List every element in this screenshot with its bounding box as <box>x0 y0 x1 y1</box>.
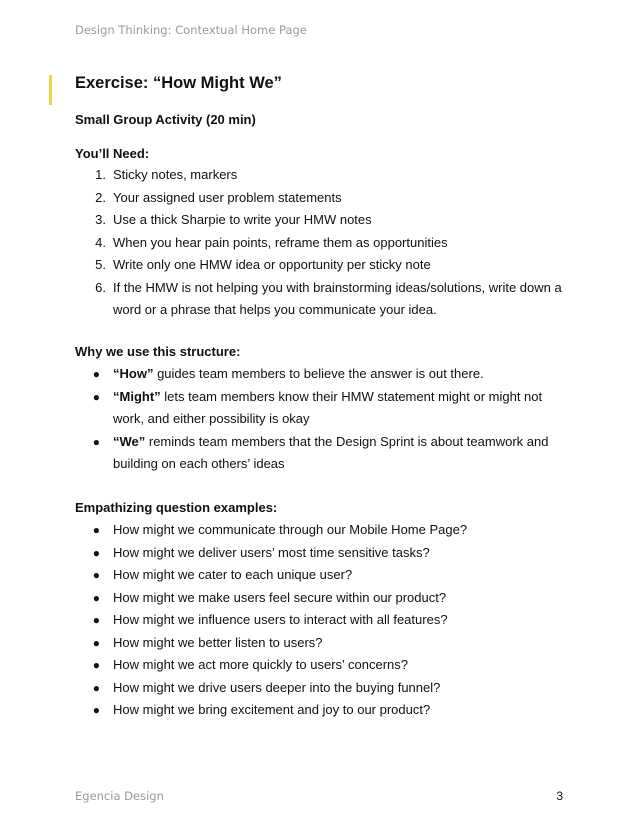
example-text: How might we act more quickly to users’ concerns? <box>113 657 409 672</box>
why-text: lets team members know their HMW statement might or might not work, and either possibility is okay <box>113 388 543 426</box>
why-term: “How” <box>113 366 154 381</box>
need-item <box>75 254 575 277</box>
example-item <box>75 632 575 655</box>
examples-list <box>75 519 575 722</box>
bullet-icon: ● <box>92 523 100 537</box>
example-text: How might we drive users deeper into the buying funnel? <box>113 679 441 695</box>
example-item <box>75 587 575 610</box>
need-item-text: Write only one HMW idea or opportunity per sticky note <box>113 257 431 272</box>
example-item <box>75 542 575 565</box>
need-item-text: When you hear pain points, reframe them as opportunities <box>113 234 448 250</box>
example-text: How might we communicate through our Mobile Home Page? <box>113 522 468 537</box>
why-text: reminds team members that the Design Sprint is about teamwork and building on each others’ ideas <box>113 433 549 471</box>
bullet-icon: ● <box>92 545 100 560</box>
why-term: “Might” <box>113 388 161 404</box>
why-item <box>75 363 575 386</box>
bullet-icon: ● <box>92 434 100 449</box>
need-list <box>75 164 575 322</box>
list-number: 3. <box>95 212 106 227</box>
why-list <box>75 363 575 476</box>
examples-heading: Empathizing question examples: <box>75 500 278 515</box>
list-number: 4. <box>95 234 106 250</box>
need-item <box>75 209 575 232</box>
page-number: 3 <box>556 789 563 803</box>
bullet-icon: ● <box>92 635 100 650</box>
need-heading: You’ll Need: <box>75 146 150 161</box>
why-item <box>75 431 575 476</box>
example-item <box>75 654 575 677</box>
bullet-icon: ● <box>92 658 100 672</box>
why-heading: Why we use this structure: <box>75 344 241 359</box>
why-text: guides team members to believe the answer is out there. <box>153 366 484 381</box>
need-item-text: Use a thick Sharpie to write your HMW notes <box>113 212 372 227</box>
example-text: How might we better listen to users? <box>113 634 323 650</box>
example-item <box>75 564 575 587</box>
bullet-icon: ● <box>92 703 100 717</box>
example-item <box>75 677 575 700</box>
accent-bar <box>49 75 52 105</box>
bullet-icon: ● <box>92 680 100 695</box>
example-item <box>75 519 575 542</box>
page-title: Exercise: “How Might We” <box>75 74 282 92</box>
activity-heading: Small Group Activity (20 min) <box>75 112 256 127</box>
why-term: “We” <box>113 433 146 449</box>
example-text: How might we make users feel secure within our product? <box>113 589 447 605</box>
example-text: How might we bring excitement and joy to our product? <box>113 702 431 717</box>
example-text: How might we influence users to interact with all features? <box>113 612 448 627</box>
page-footer: Egencia Design <box>75 789 164 803</box>
need-item-text: If the HMW is not helping you with brainstorming ideas/solutions, write down a word or a phrase that helps you communicate your idea. <box>113 279 562 317</box>
need-item-text: Sticky notes, markers <box>113 167 238 182</box>
why-item <box>75 386 575 431</box>
list-number: 2. <box>95 189 106 205</box>
need-item <box>75 232 575 255</box>
bullet-icon: ● <box>92 568 100 582</box>
list-number: 1. <box>95 167 106 182</box>
page-header: Design Thinking: Contextual Home Page <box>75 23 307 37</box>
list-number: 6. <box>95 279 106 295</box>
need-item <box>75 277 575 322</box>
example-item <box>75 609 575 632</box>
need-item <box>75 164 575 187</box>
bullet-icon: ● <box>92 389 100 404</box>
example-text: How might we deliver users’ most time sensitive tasks? <box>113 544 430 560</box>
bullet-icon: ● <box>92 367 100 381</box>
example-item <box>75 699 575 722</box>
example-text: How might we cater to each unique user? <box>113 567 353 582</box>
need-item <box>75 187 575 210</box>
bullet-icon: ● <box>92 590 100 605</box>
need-item-text: Your assigned user problem statements <box>113 189 342 205</box>
list-number: 5. <box>95 257 106 272</box>
bullet-icon: ● <box>92 613 100 627</box>
